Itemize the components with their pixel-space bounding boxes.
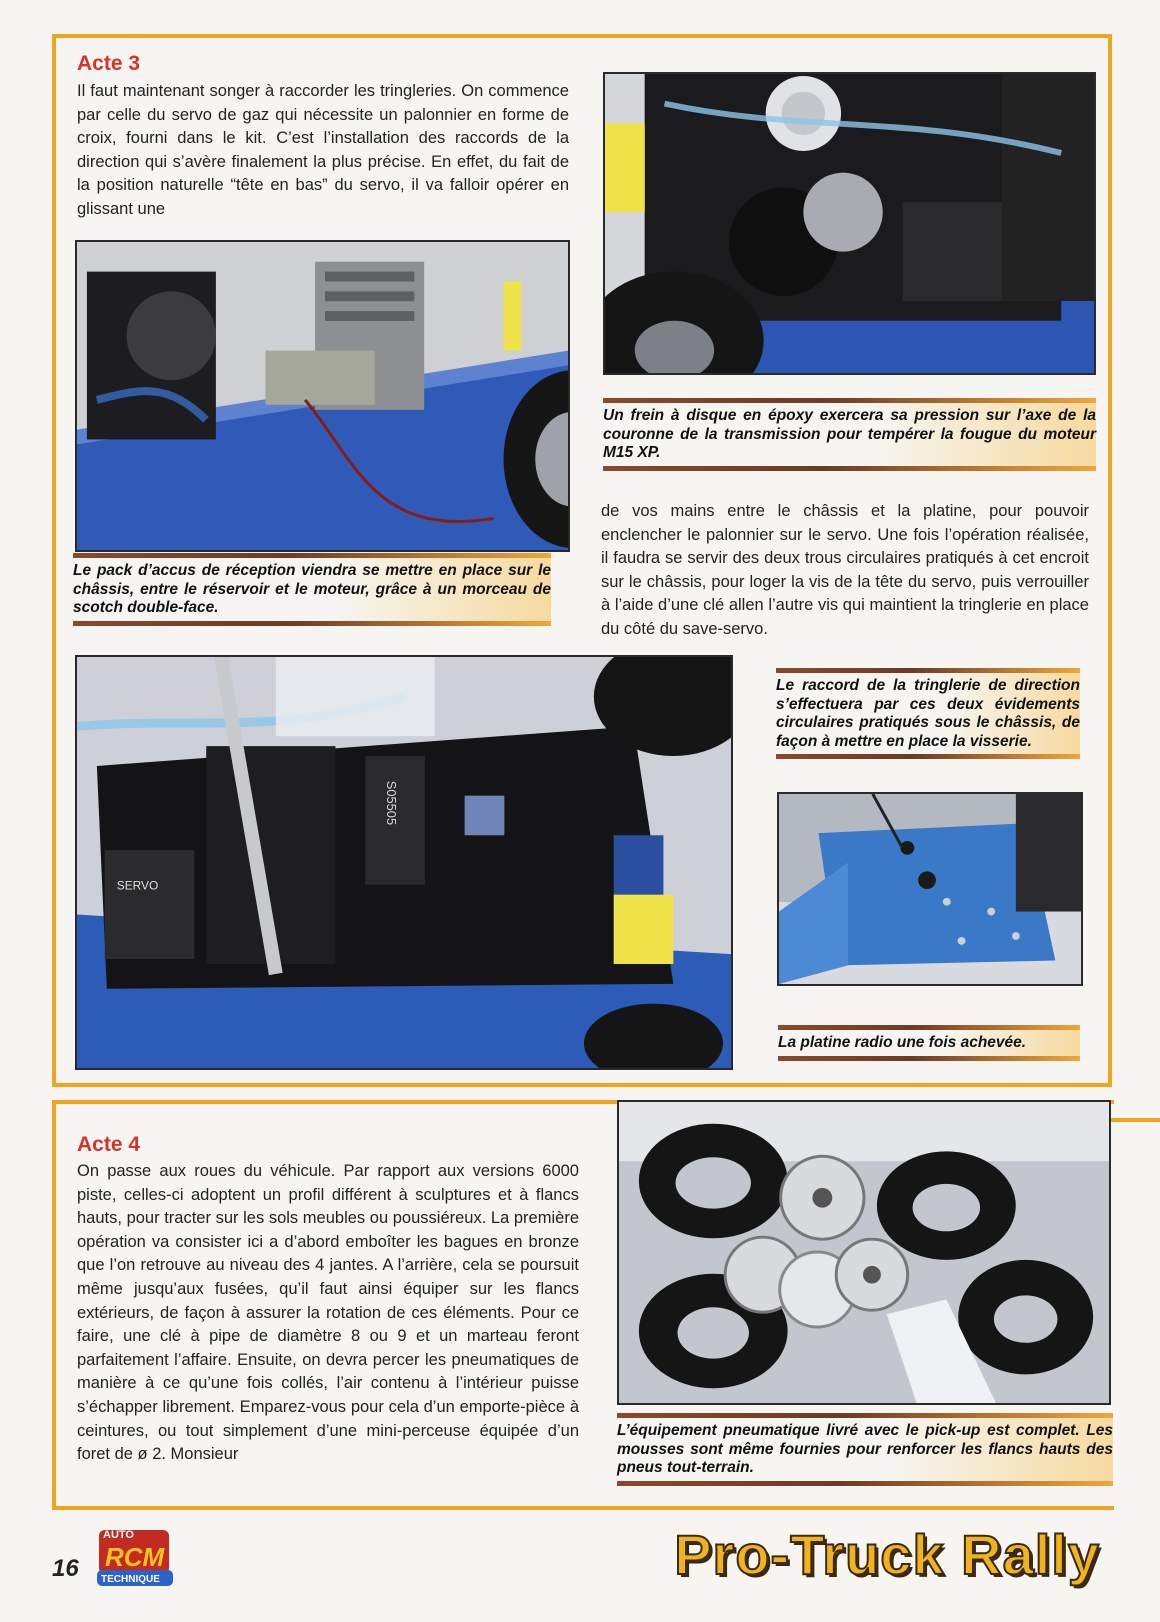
magazine-logo <box>95 1522 173 1590</box>
logo-technique: TECHNIQUE <box>101 1574 160 1585</box>
caption-disc-brake-wrap <box>603 398 1096 471</box>
acte4-paragraph: On passe aux roues du véhicule. Par rapport aux versions 6000 piste, celles-ci adoptent un profil différent à sculptures et à flancs hauts, pour tracter sur les sols meubles ou poussiéreux. La première opération va consister ici a d’abord emboîter les bagues en bronze que l’on retrouve au niveau des 4 jantes. A l’arrière, cela se poursuit même jusqu’aux fusées, qu’il faut ainsi équiper sur les flancs extérieurs, de façon à assurer la rotation de ces éléments. Pour ce faire, une clé à pipe de diamètre 8 ou 9 et un marteau feront parfaitement l’affaire. Ensuite, on devra percer les pneumatiques de manière à ce qu’une fois collés, l’air contenu à l’intérieur puisse s’échapper librement. Emparez-vous pour cela d’un emporte-pièce à ceintures, ou tout simplement d’une mini-perceuse équipée d’un foret de ø 2. Monsieur <box>77 1162 579 1464</box>
acte3-title: Acte 3 <box>77 52 141 75</box>
magazine-section-title: Pro-Truck Rally <box>674 1523 1100 1586</box>
caption-radio-plate-wrap <box>778 1025 1080 1061</box>
acte3-paragraph-1: Il faut maintenant songer à raccorder les tringleries. On commence par celle du servo de gaz qui nécessite un palonnier en forme de croix, fourni dans le kit. C’est l’installation des raccords de la direction qui s’avère finalement la plus précise. En effet, du fait de la position naturelle “tête en bas” du servo, il va falloir opérer en glissant une <box>77 82 569 218</box>
photo-disc-brake <box>603 72 1096 375</box>
page-number: 16 <box>52 1555 79 1582</box>
servo-label-a: SERVO <box>116 878 159 893</box>
servo-label-b: S05505 <box>384 780 400 826</box>
photo-radio-plate <box>75 655 733 1070</box>
logo-auto: AUTO <box>103 1529 134 1541</box>
caption-battery-pack: Le pack d’accus de réception viendra se mettre en place sur le châssis, entre le réservoir et le moteur, grâce à un morceau de scotch double-face. <box>73 558 551 621</box>
caption-tires: L’équipement pneumatique livré avec le pick-up est complet. Les mousses sont même fournies pour renforcer les flancs hauts des pneus tout-terrain. <box>617 1418 1113 1481</box>
logo-rcm: RCM <box>105 1542 165 1572</box>
photo-tires-wheels <box>617 1100 1111 1405</box>
acte3-paragraph-2: de vos mains entre le châssis et la platine, pour pouvoir enclencher le palonnier sur le servo. Une fois l’opération réalisée, il faudra se servir des deux trous circulaires pratiqués à cet encroit sur le châssis, pour loger la vis de la tête du servo, puis verrouiller à l’aide d’une clé allen l’autre vis qui maintient la tringlerie en place du côté du save-servo. <box>601 502 1089 638</box>
photo-chassis-underside <box>777 792 1083 986</box>
caption-radio-plate: La platine radio une fois achevée. <box>778 1030 1080 1056</box>
acte4-title: Acte 4 <box>77 1133 141 1156</box>
caption-tires-wrap <box>617 1413 1113 1486</box>
photo-battery-pack <box>75 240 570 552</box>
caption-steering-link-wrap <box>776 668 1080 759</box>
caption-steering-link: Le raccord de la tringlerie de direction s’effectuera par ces deux évidements circulaires pratiqués sous le châssis, de façon à mettre en place la visserie. <box>776 673 1080 754</box>
caption-disc-brake: Un frein à disque en époxy exercera sa pression sur l’axe de la couronne de la transmission pour tempérer la fougue du moteur M15 XP. <box>603 403 1096 466</box>
acte4-top-rule <box>1110 1118 1160 1122</box>
caption-battery-pack-wrap <box>73 553 551 626</box>
